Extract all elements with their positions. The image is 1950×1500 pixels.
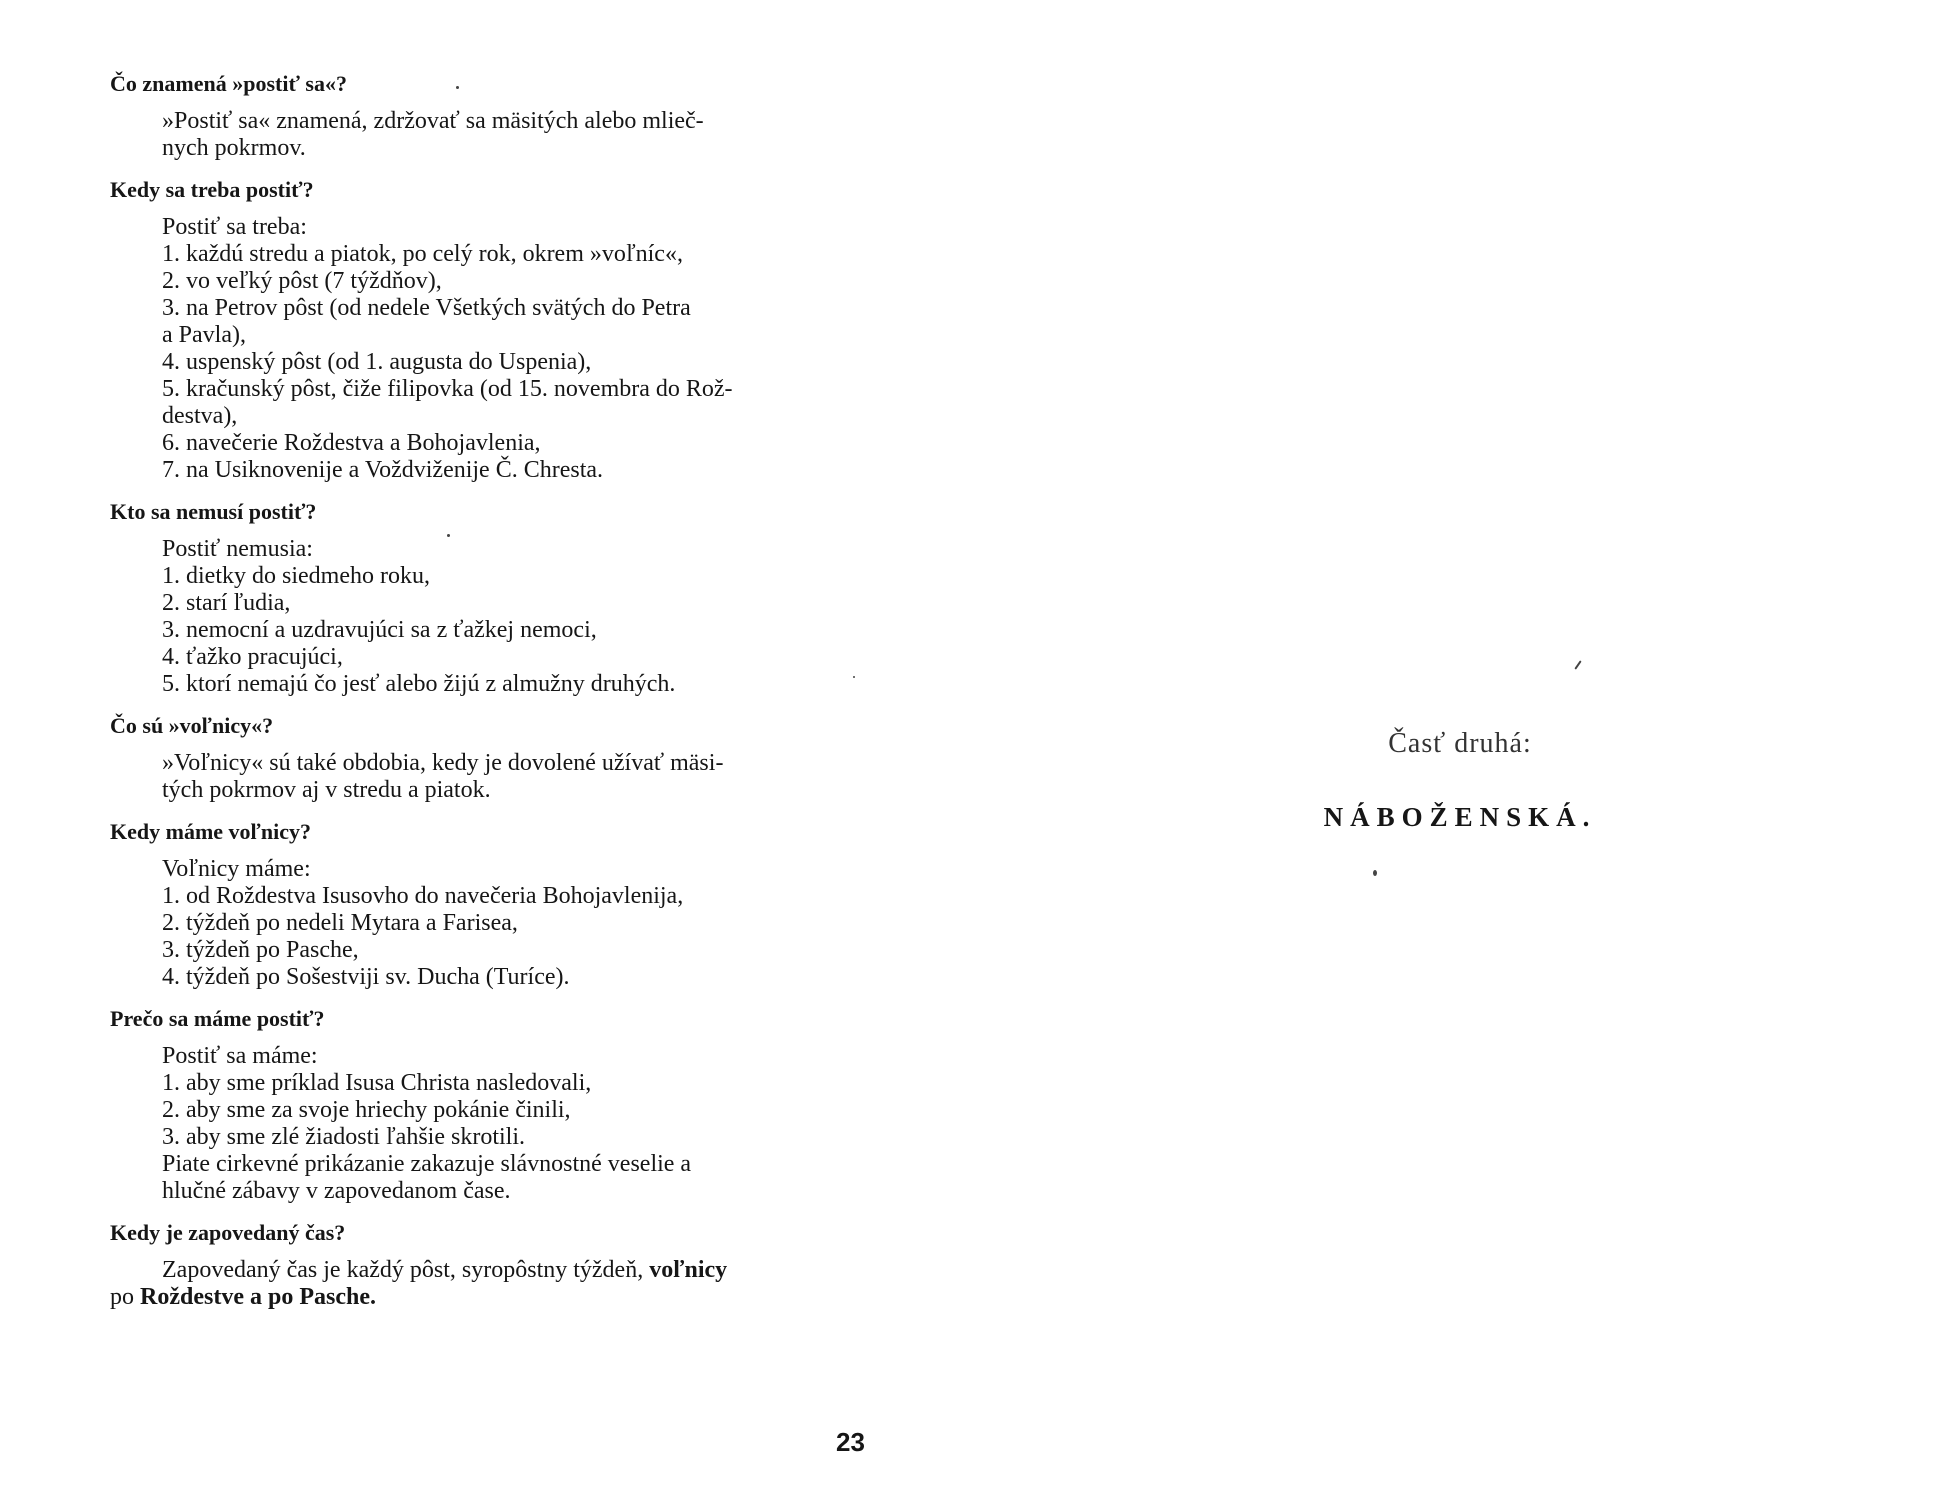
part-title: Časť druhá: [1388, 728, 1532, 759]
question-heading: Prečo sa máme postiť? [110, 1006, 325, 1031]
answer-block [162, 1257, 880, 1284]
answer-block [162, 536, 880, 698]
question-heading: Kedy sa treba postiť? [110, 177, 314, 202]
answer-line: Postiť sa treba: [162, 214, 307, 240]
answer-line: 3. týždeň po Pasche, [162, 937, 359, 963]
answer-line: Postiť sa máme: [162, 1043, 318, 1069]
answer-line: tých pokrmov aj v stredu a piatok. [162, 777, 491, 803]
answer-line [110, 1284, 880, 1311]
answer-line: »Postiť sa« znamená, zdržovať sa mäsitých alebo mlieč- [162, 108, 704, 134]
print-speck [456, 86, 459, 89]
page-number: 23 [836, 1427, 865, 1457]
answer-line: 5. kračunský pôst, čiže filipovka (od 15. novembra do Rož- [162, 376, 733, 402]
answer-line: Voľnicy máme: [162, 856, 311, 882]
answer-block [162, 750, 880, 804]
answer-line: 1. dietky do siedmeho roku, [162, 563, 430, 589]
answer-line: a Pavla), [162, 322, 246, 348]
answer-block [162, 1043, 880, 1205]
left-page [110, 70, 880, 1311]
qa-section-7 [110, 1219, 880, 1311]
answer-line: 2. týždeň po nedeli Mytara a Farisea, [162, 910, 518, 936]
answer-line: hlučné zábavy v zapovedanom čase. [162, 1178, 511, 1204]
answer-line: destva), [162, 403, 238, 429]
answer-line [162, 1257, 880, 1284]
answer-line: 3. aby sme zlé žiadosti ľahšie skrotili. [162, 1124, 525, 1150]
answer-line: 1. každú stredu a piatok, po celý rok, okrem »voľníc«, [162, 241, 683, 267]
question-heading: Kedy máme voľnicy? [110, 819, 311, 844]
print-speck [1574, 660, 1581, 669]
answer-line: 2. vo veľký pôst (7 týždňov), [162, 268, 442, 294]
question-heading: Kto sa nemusí postiť? [110, 499, 317, 524]
qa-section-4 [110, 712, 880, 804]
qa-section-2 [110, 176, 880, 484]
answer-line: Postiť nemusia: [162, 536, 313, 562]
answer-line: »Voľnicy« sú také obdobia, kedy je dovolené užívať mäsi- [162, 750, 724, 776]
answer-line: 3. na Petrov pôst (od nedele Všetkých svätých do Petra [162, 295, 691, 321]
answer-line: 5. ktorí nemajú čo jesť alebo žijú z almužny druhých. [162, 671, 676, 697]
qa-section-1 [110, 70, 880, 162]
part-subtitle: NÁBOŽENSKÁ. [1323, 802, 1597, 832]
answer-block [162, 108, 880, 162]
answer-line: nych pokrmov. [162, 135, 306, 161]
qa-section-6 [110, 1005, 880, 1205]
answer-line: 1. od Roždestva Isusovho do navečeria Bohojavlenija, [162, 883, 684, 909]
answer-block [162, 214, 880, 484]
answer-line: 2. aby sme za svoje hriechy pokánie činili, [162, 1097, 571, 1123]
answer-text: Zapovedaný čas je každý pôst, syropôstny týždeň, [162, 1257, 650, 1283]
question-heading: Kedy je zapovedaný čas? [110, 1220, 346, 1245]
answer-text: po [110, 1284, 140, 1310]
qa-section-5 [110, 818, 880, 991]
answer-line: 1. aby sme príklad Isusa Christa nasledovali, [162, 1070, 592, 1096]
answer-line: 2. starí ľudia, [162, 590, 291, 616]
question-heading: Čo znamená »postiť sa«? [110, 71, 347, 96]
answer-line: 4. ťažko pracujúci, [162, 644, 343, 670]
answer-line: 3. nemocní a uzdravujúci sa z ťažkej nemoci, [162, 617, 597, 643]
question-heading: Čo sú »voľnicy«? [110, 713, 274, 738]
answer-continuation [110, 1284, 880, 1311]
answer-line: Piate cirkevné prikázanie zakazuje slávnostné veselie a [162, 1151, 692, 1177]
right-page [1300, 728, 1620, 833]
answer-block [162, 856, 880, 991]
qa-section-3 [110, 498, 880, 698]
answer-bold-text: voľnicy [649, 1257, 728, 1283]
answer-line: 6. navečerie Roždestva a Bohojavlenia, [162, 430, 541, 456]
answer-line: 4. uspenský pôst (od 1. augusta do Uspenia), [162, 349, 592, 375]
print-speck [447, 534, 450, 537]
answer-bold-text: Roždestve a po Pasche. [140, 1284, 376, 1310]
print-speck [1373, 870, 1377, 876]
answer-line: 4. týždeň po Sošestviji sv. Ducha (Turíce). [162, 964, 570, 990]
answer-line: 7. na Usiknovenije a Voždviženije Č. Chresta. [162, 457, 604, 483]
print-speck [853, 676, 855, 678]
